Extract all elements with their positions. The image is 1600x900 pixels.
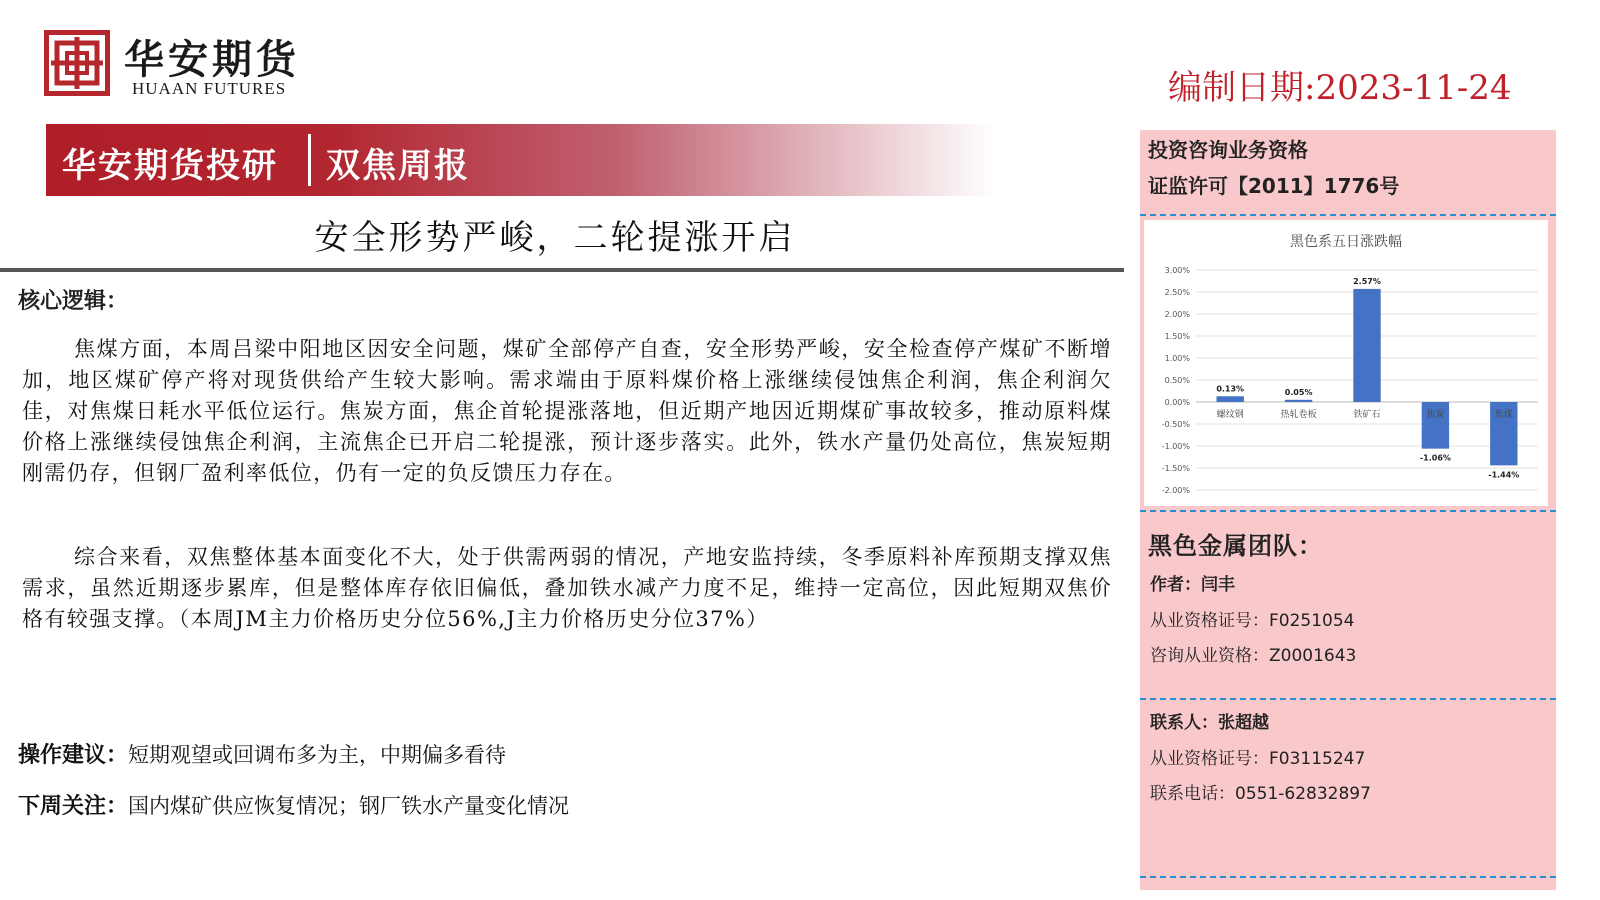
- contact-cert-value: F03115247: [1269, 749, 1366, 769]
- chart-category-label: 铁矿石: [1353, 410, 1381, 420]
- qualification-line-1: 投资咨询业务资格: [1148, 138, 1308, 162]
- operation-advice: [18, 738, 506, 769]
- chart-y-tick-label: 1.50%: [1164, 332, 1190, 341]
- sidebar-divider-top: [1140, 214, 1556, 216]
- chart-y-tick-label: -1.00%: [1161, 442, 1190, 451]
- author-consult-label: 咨询从业资格：: [1150, 646, 1269, 666]
- chart-y-tick-label: 2.00%: [1164, 310, 1190, 319]
- author-label: 作者：: [1150, 575, 1201, 595]
- chart-data-label: -1.06%: [1419, 453, 1451, 463]
- chart-y-tick-label: 1.00%: [1164, 354, 1190, 363]
- chart-y-tick-label: -1.50%: [1161, 464, 1190, 473]
- phone-row: [1150, 779, 1371, 804]
- chart-y-tick-label: 2.50%: [1164, 288, 1190, 297]
- author-cert-value: F0251054: [1269, 611, 1355, 631]
- sidebar-divider-middle: [1140, 510, 1556, 512]
- qualification-line-2: 证监许可【2011】1776号: [1148, 174, 1400, 198]
- chart-data-label: 0.05%: [1284, 387, 1313, 397]
- phone-label: 联系电话：: [1150, 784, 1235, 804]
- contact-cert-row: [1150, 744, 1365, 769]
- title-divider: [0, 268, 1124, 272]
- contact-label: 联系人：: [1150, 713, 1218, 733]
- core-logic-paragraph-1: 焦煤方面，本周吕梁中阳地区因安全问题，煤矿全部停产自查，安全形势严峻，安全检查停产煤矿不断增加，地区煤矿停产将对现货供给产生较大影响。需求端由于原料煤价格上涨继续侵蚀焦企利润，焦企利润欠佳，对焦煤日耗水平低位运行。焦炭方面，焦企首轮提涨落地，但近期产地因近期煤矿事故较多，推动原料煤价格上涨继续侵蚀焦企利润，主流焦企已开启二轮提涨，预计逐步落实。此外，铁水产量仍处高位，焦炭短期刚需仍存，但钢厂盈利率低位，仍有一定的负反馈压力存在。: [22, 337, 1112, 485]
- chart-category-label: 螺纹钢: [1216, 410, 1244, 420]
- next-week-label: 下周关注：: [18, 794, 129, 819]
- next-week-text: 国内煤矿供应恢复情况；钢厂铁水产量变化情况: [128, 794, 570, 818]
- page-title: 安全形势严峻，二轮提涨开启: [314, 218, 796, 258]
- chart-y-tick-label: 0.50%: [1164, 376, 1190, 385]
- author-name: 闫丰: [1201, 575, 1235, 595]
- logo-english-name: HUAAN FUTURES: [132, 79, 287, 98]
- operation-advice-label: 操作建议：: [18, 743, 129, 768]
- chart-bar: [1217, 396, 1244, 402]
- chart-category-label: 热轧卷板: [1280, 410, 1317, 420]
- author-row: [1150, 570, 1235, 595]
- chart-bar: [1422, 402, 1449, 449]
- chart-panel: [1144, 220, 1548, 506]
- contact-cert-label: 从业资格证号：: [1150, 749, 1269, 769]
- sidebar-divider-footer: [1140, 876, 1556, 878]
- chart-category-label: 焦煤: [1494, 410, 1513, 420]
- banner-report-type: 双焦周报: [326, 146, 470, 186]
- company-logo-icon: [44, 30, 110, 96]
- chart-category-label: 焦炭: [1426, 410, 1445, 420]
- contact-name: 张超越: [1218, 713, 1269, 733]
- banner-divider: [308, 134, 311, 186]
- author-cert-row: [1150, 606, 1355, 631]
- report-banner: [46, 124, 996, 196]
- chart-y-tick-label: -0.50%: [1161, 420, 1190, 429]
- sidebar-divider-bottom: [1140, 698, 1556, 700]
- chart-data-label: 0.13%: [1216, 384, 1245, 394]
- core-logic-paragraph-2: 综合来看，双焦整体基本面变化不大，处于供需两弱的情况，产地安监持续，冬季原料补库预期支撑双焦需求，虽然近期逐步累库，但是整体库存依旧偏低，叠加铁水减产力度不足，维持一定高位，因此短期双焦价格有较强支撑。（本周JM主力价格历史分位56%,J主力价格历史分位37%）: [22, 545, 1112, 631]
- chart-data-label: 2.57%: [1353, 276, 1381, 286]
- next-week-focus: [18, 789, 569, 820]
- chart-y-tick-label: -2.00%: [1161, 486, 1190, 495]
- chart-title: 黑色系五日涨跌幅: [1290, 234, 1402, 250]
- banner-brand: 华安期货投研: [62, 146, 278, 186]
- author-consult-row: [1150, 641, 1356, 666]
- five-day-change-chart: [1144, 220, 1548, 506]
- logo-chinese-name: 华安期货: [124, 36, 300, 83]
- author-cert-label: 从业资格证号：: [1150, 611, 1269, 631]
- team-heading: 黑色金属团队：: [1148, 532, 1323, 560]
- phone-value: 0551-62832897: [1235, 784, 1371, 804]
- compile-date: 编制日期:2023-11-24: [1168, 68, 1512, 108]
- operation-advice-text: 短期观望或回调布多为主，中期偏多看待: [128, 743, 507, 767]
- chart-bar: [1353, 289, 1380, 402]
- core-logic-heading: 核心逻辑：: [18, 289, 129, 314]
- chart-data-label: -1.44%: [1488, 470, 1520, 480]
- author-consult-value: Z0001643: [1269, 646, 1357, 666]
- chart-y-tick-label: 3.00%: [1164, 266, 1190, 275]
- chart-bar: [1285, 400, 1312, 402]
- contact-row: [1150, 708, 1269, 733]
- chart-y-tick-label: 0.00%: [1164, 398, 1190, 407]
